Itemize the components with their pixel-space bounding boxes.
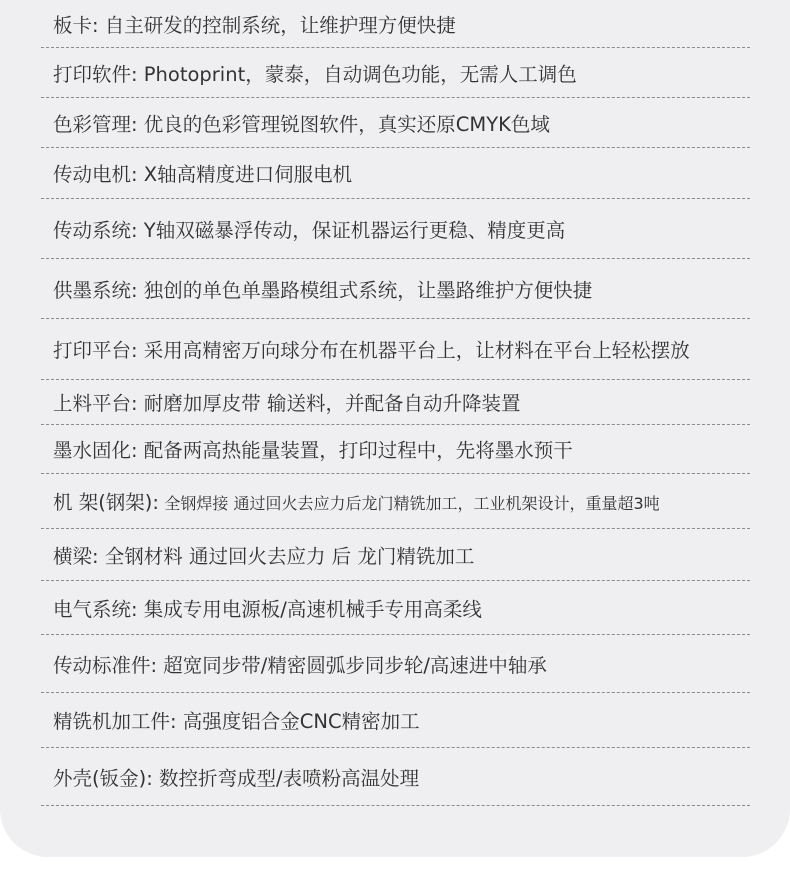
spec-row-beam	[41, 529, 750, 581]
spec-row-board	[41, 0, 750, 48]
spec-row-frame	[41, 474, 750, 529]
spec-row-color-management	[41, 98, 750, 148]
spec-text	[53, 215, 565, 243]
spec-row-drive-motor	[41, 148, 750, 199]
spec-label: 电气系统:	[53, 597, 138, 621]
spec-row-housing	[41, 748, 750, 806]
spec-row-drive-system	[41, 199, 750, 259]
spec-value: 耐磨加厚皮带 输送料，并配备自动升降装置	[143, 392, 521, 415]
spec-row-ink-curing	[41, 425, 750, 474]
spec-value: X轴高精度进口伺服电机	[143, 163, 353, 186]
spec-text	[53, 109, 550, 137]
spec-label: 传动标准件:	[53, 653, 158, 677]
spec-value: Y轴双磁暴浮传动，保证机器运行更稳、精度更高	[143, 218, 566, 242]
spec-row-transmission-parts	[41, 635, 750, 693]
spec-value: 优良的色彩管理锐图软件，真实还原CMYK色域	[143, 112, 550, 136]
spec-text	[53, 541, 474, 569]
spec-value: 采用高精密万向球分布在机器平台上，让材料在平台上轻松摆放	[143, 339, 690, 362]
spec-label: 打印软件:	[53, 62, 138, 86]
spec-label: 外壳(钣金):	[53, 766, 153, 790]
spec-label: 打印平台:	[53, 339, 138, 362]
spec-text	[53, 10, 456, 38]
spec-row-print-software	[41, 48, 750, 98]
spec-value: 配备两高热能量装置，打印过程中，先将墨水预干	[143, 439, 573, 462]
spec-text	[53, 275, 592, 303]
spec-text	[53, 650, 547, 678]
spec-label: 传动系统:	[53, 218, 138, 242]
spec-text	[53, 388, 520, 416]
spec-value: 独创的单色单墨路模组式系统，让墨路维护方便快捷	[143, 278, 593, 302]
spec-row-cnc-parts	[41, 693, 750, 748]
spec-text	[53, 59, 577, 87]
spec-text	[53, 594, 482, 622]
spec-label: 横梁:	[53, 544, 99, 568]
spec-row-ink-supply	[41, 259, 750, 319]
spec-text	[53, 335, 690, 363]
spec-value: 自主研发的控制系统，让维护理方便快捷	[104, 13, 456, 37]
spec-text	[53, 435, 573, 463]
spec-text	[53, 159, 352, 187]
spec-label: 色彩管理:	[53, 112, 138, 136]
spec-value: 全钢焊接 通过回火去应力后龙门精铣加工，工业机架设计，重量超3吨	[164, 494, 660, 513]
spec-label: 上料平台:	[53, 392, 138, 415]
spec-text	[53, 487, 660, 515]
spec-label: 板卡:	[53, 13, 99, 37]
spec-value: 超宽同步带/精密圆弧步同步轮/高速进中轴承	[163, 653, 547, 677]
spec-value: Photoprint，蒙泰，自动调色功能，无需人工调色	[143, 62, 577, 86]
spec-value: 集成专用电源板/高速机械手专用高柔线	[143, 597, 482, 621]
spec-label: 精铣机加工件:	[53, 710, 177, 733]
spec-value: 数控折弯成型/表喷粉高温处理	[159, 766, 420, 790]
spec-label: 墨水固化:	[53, 439, 138, 462]
spec-row-electrical	[41, 581, 750, 635]
spec-text	[53, 706, 420, 734]
spec-label: 传动电机:	[53, 163, 138, 186]
spec-label: 供墨系统:	[53, 278, 138, 302]
spec-value: 高强度铝合金CNC精密加工	[182, 710, 420, 733]
spec-value: 全钢材料 通过回火去应力 后 龙门精铣加工	[104, 544, 475, 568]
spec-label: 机 架(钢架):	[53, 491, 159, 514]
spec-row-feed-platform	[41, 380, 750, 425]
spec-text	[53, 763, 419, 791]
spec-row-print-platform	[41, 319, 750, 380]
